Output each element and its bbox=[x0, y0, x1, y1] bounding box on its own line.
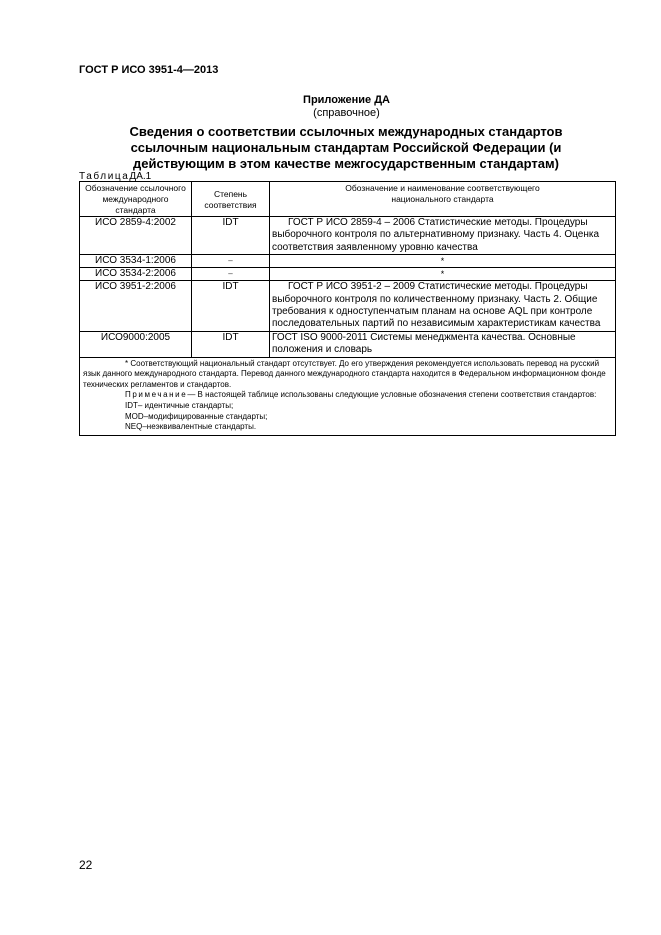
cell-degree: – bbox=[192, 255, 270, 268]
legend-item: NEQ–неэквивалентные стандарты. bbox=[125, 422, 257, 432]
note bbox=[83, 390, 612, 401]
table-header-row bbox=[80, 182, 616, 217]
table-row bbox=[80, 268, 616, 281]
header-international-standard: Обозначение ссылочного международного стандарта bbox=[80, 182, 192, 217]
cell-degree: IDT bbox=[192, 331, 270, 357]
table-caption-id: ДА.1 bbox=[129, 171, 152, 182]
page-number: 22 bbox=[79, 858, 93, 872]
table-footer-row bbox=[80, 357, 616, 435]
cell-ref: ИСО 3951-2:2006 bbox=[80, 281, 192, 332]
annex-subtitle: (справочное) bbox=[313, 107, 380, 119]
cell-national: * bbox=[270, 268, 616, 281]
section-heading: Сведения о соответствии ссылочных международных стандартов ссылочным национальным стандартам Российской Федерации (и действующим в этом качестве межгосударственным стандартам) bbox=[129, 124, 563, 171]
footnote bbox=[83, 359, 612, 391]
table-row bbox=[80, 331, 616, 357]
cell-ref: ИСО9000:2005 bbox=[80, 331, 192, 357]
cell-ref: ИСО 3534-2:2006 bbox=[80, 268, 192, 281]
table-footer bbox=[80, 357, 616, 435]
table-row bbox=[80, 255, 616, 268]
header-national-standard-text: Обозначение и наименование соответствующего национального стандарта bbox=[345, 183, 540, 204]
header-degree: Степень соответствия bbox=[192, 182, 270, 217]
table-row bbox=[80, 281, 616, 332]
correspondence-table bbox=[79, 181, 616, 436]
legend-item: IDT– идентичные стандарты; bbox=[125, 401, 234, 411]
cell-national: ГОСТ ISO 9000-2011 Системы менеджмента качества. Основные положения и словарь bbox=[270, 331, 616, 357]
cell-degree: IDT bbox=[192, 281, 270, 332]
cell-national bbox=[270, 281, 616, 332]
table-caption-prefix: Таблица bbox=[79, 171, 130, 182]
cell-degree: IDT bbox=[192, 217, 270, 255]
cell-national-text: ГОСТ Р ИСО 2859-4 – 2006 Статистические методы. Процедуры выборочного контроля по альтернативному признаку. Часть 4. Оценка соответствия заявленному уровню качества bbox=[272, 217, 600, 253]
cell-national: * bbox=[270, 255, 616, 268]
cell-degree: – bbox=[192, 268, 270, 281]
footnote-text: * Соответствующий национальный стандарт отсутствует. До его утверждения рекомендуется использовать перевод на русский язык данного международного стандарта. Перевод данного международного стандарта находится в Федеральном информационном фонде технических регламентов и стандартов. bbox=[83, 358, 606, 389]
note-label: Примечание bbox=[125, 390, 188, 400]
document-code: ГОСТ Р ИСО 3951-4—2013 bbox=[79, 64, 219, 76]
cell-national bbox=[270, 217, 616, 255]
annex-title: Приложение ДА bbox=[303, 94, 390, 106]
cell-ref: ИСО 3534-1:2006 bbox=[80, 255, 192, 268]
table-row bbox=[80, 217, 616, 255]
legend-item: MOD–модифицированные стандарты; bbox=[125, 411, 268, 421]
cell-ref: ИСО 2859-4:2002 bbox=[80, 217, 192, 255]
header-national-standard bbox=[270, 182, 616, 217]
cell-national-text: ГОСТ Р ИСО 3951-2 – 2009 Статистические методы. Процедуры выборочного контроля по количественному признаку. Часть 2. Общие требования к одноступенчатым планам на основе AQL при контроле последовательных партий по независимым характеристикам качества bbox=[272, 281, 601, 330]
note-text: — В настоящей таблице использованы следующие условные обозначения степени соответствия стандартов: bbox=[187, 390, 597, 400]
